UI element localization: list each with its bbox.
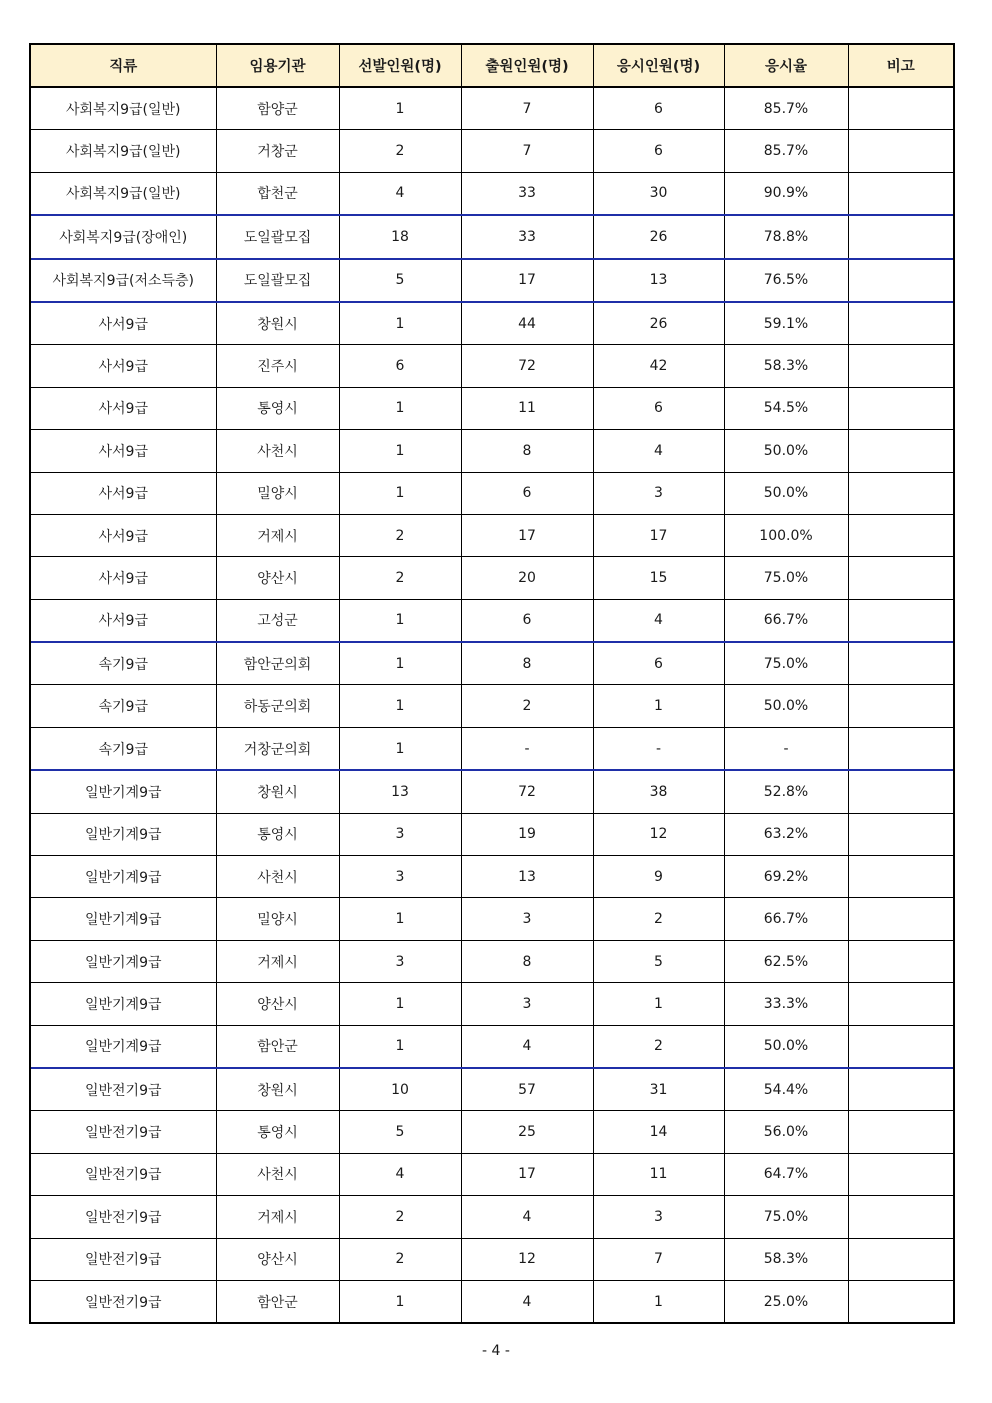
table-row	[30, 1111, 954, 1153]
cell-agency: 창원시	[216, 770, 339, 813]
cell-selected-count: 3	[339, 856, 461, 898]
cell-note	[848, 472, 954, 514]
cell-note	[848, 259, 954, 302]
cell-taken-count: 15	[593, 557, 724, 599]
cell-note	[848, 1111, 954, 1153]
table-row	[30, 345, 954, 387]
table-row	[30, 983, 954, 1025]
cell-selected-count: 13	[339, 770, 461, 813]
cell-agency: 통영시	[216, 387, 339, 429]
header-job-category: 직류	[30, 44, 216, 87]
cell-selected-count: 2	[339, 514, 461, 556]
cell-taken-count: 12	[593, 813, 724, 855]
cell-taken-count: 3	[593, 472, 724, 514]
cell-selected-count: 1	[339, 642, 461, 685]
cell-taken-count: 6	[593, 87, 724, 130]
table-row	[30, 172, 954, 215]
cell-applied-count: 6	[461, 472, 593, 514]
header-taken-count: 응시인원(명)	[593, 44, 724, 87]
cell-applied-count: 25	[461, 1111, 593, 1153]
cell-job-category: 사회복지9급(일반)	[30, 172, 216, 215]
cell-agency: 하동군의회	[216, 685, 339, 727]
cell-note	[848, 87, 954, 130]
cell-agency: 창원시	[216, 1068, 339, 1111]
cell-note	[848, 387, 954, 429]
table-row	[30, 1153, 954, 1195]
cell-job-category: 일반기계9급	[30, 898, 216, 940]
cell-agency: 도일괄모집	[216, 259, 339, 302]
cell-selected-count: 1	[339, 599, 461, 642]
cell-agency: 거제시	[216, 1196, 339, 1238]
cell-taken-count: 9	[593, 856, 724, 898]
cell-note	[848, 302, 954, 345]
cell-attendance-rate: 58.3%	[724, 345, 848, 387]
cell-agency: 양산시	[216, 1238, 339, 1280]
cell-attendance-rate: 59.1%	[724, 302, 848, 345]
cell-attendance-rate: 63.2%	[724, 813, 848, 855]
cell-taken-count: 26	[593, 302, 724, 345]
cell-note	[848, 727, 954, 770]
cell-attendance-rate: 50.0%	[724, 472, 848, 514]
cell-job-category: 사서9급	[30, 302, 216, 345]
table-row	[30, 813, 954, 855]
cell-job-category: 일반기계9급	[30, 983, 216, 1025]
cell-job-category: 사회복지9급(저소득층)	[30, 259, 216, 302]
cell-job-category: 속기9급	[30, 685, 216, 727]
cell-taken-count: 6	[593, 642, 724, 685]
cell-job-category: 속기9급	[30, 642, 216, 685]
cell-job-category: 사서9급	[30, 514, 216, 556]
cell-applied-count: 17	[461, 514, 593, 556]
cell-job-category: 일반기계9급	[30, 770, 216, 813]
cell-agency: 함안군의회	[216, 642, 339, 685]
cell-selected-count: 1	[339, 898, 461, 940]
cell-job-category: 일반기계9급	[30, 856, 216, 898]
cell-selected-count: 3	[339, 813, 461, 855]
cell-taken-count: 13	[593, 259, 724, 302]
table-row	[30, 259, 954, 302]
cell-note	[848, 685, 954, 727]
cell-taken-count: 2	[593, 898, 724, 940]
cell-applied-count: 20	[461, 557, 593, 599]
table-row	[30, 1238, 954, 1280]
table-row	[30, 387, 954, 429]
cell-applied-count: 4	[461, 1196, 593, 1238]
cell-selected-count: 1	[339, 1025, 461, 1068]
cell-selected-count: 2	[339, 130, 461, 172]
cell-taken-count: 38	[593, 770, 724, 813]
cell-taken-count: -	[593, 727, 724, 770]
cell-selected-count: 5	[339, 1111, 461, 1153]
cell-note	[848, 898, 954, 940]
table-row	[30, 685, 954, 727]
cell-attendance-rate: 64.7%	[724, 1153, 848, 1195]
cell-agency: 사천시	[216, 1153, 339, 1195]
cell-applied-count: 17	[461, 1153, 593, 1195]
cell-selected-count: 1	[339, 1280, 461, 1323]
cell-selected-count: 1	[339, 727, 461, 770]
cell-taken-count: 11	[593, 1153, 724, 1195]
cell-agency: 밀양시	[216, 898, 339, 940]
cell-attendance-rate: 50.0%	[724, 685, 848, 727]
cell-taken-count: 26	[593, 215, 724, 258]
table-row	[30, 856, 954, 898]
cell-job-category: 일반전기9급	[30, 1111, 216, 1153]
cell-applied-count: 72	[461, 345, 593, 387]
cell-agency: 함안군	[216, 1280, 339, 1323]
table-row	[30, 87, 954, 130]
cell-agency: 고성군	[216, 599, 339, 642]
cell-selected-count: 1	[339, 685, 461, 727]
table-row	[30, 599, 954, 642]
cell-selected-count: 1	[339, 472, 461, 514]
table-row	[30, 1280, 954, 1323]
cell-selected-count: 4	[339, 172, 461, 215]
cell-job-category: 일반전기9급	[30, 1196, 216, 1238]
cell-note	[848, 430, 954, 472]
cell-agency: 진주시	[216, 345, 339, 387]
cell-taken-count: 1	[593, 1280, 724, 1323]
cell-note	[848, 345, 954, 387]
recruitment-results-table	[29, 43, 955, 1324]
cell-applied-count: 7	[461, 130, 593, 172]
cell-job-category: 사서9급	[30, 430, 216, 472]
header-note: 비고	[848, 44, 954, 87]
cell-job-category: 사서9급	[30, 599, 216, 642]
cell-taken-count: 4	[593, 599, 724, 642]
cell-job-category: 일반전기9급	[30, 1068, 216, 1111]
cell-selected-count: 1	[339, 430, 461, 472]
cell-job-category: 일반기계9급	[30, 940, 216, 982]
cell-agency: 거제시	[216, 514, 339, 556]
cell-job-category: 속기9급	[30, 727, 216, 770]
cell-attendance-rate: 52.8%	[724, 770, 848, 813]
cell-taken-count: 5	[593, 940, 724, 982]
cell-agency: 밀양시	[216, 472, 339, 514]
cell-note	[848, 172, 954, 215]
table-row	[30, 430, 954, 472]
table-row	[30, 302, 954, 345]
cell-agency: 합천군	[216, 172, 339, 215]
cell-selected-count: 1	[339, 87, 461, 130]
table-row	[30, 898, 954, 940]
cell-applied-count: 13	[461, 856, 593, 898]
cell-selected-count: 18	[339, 215, 461, 258]
cell-note	[848, 215, 954, 258]
cell-job-category: 사회복지9급(일반)	[30, 130, 216, 172]
cell-taken-count: 3	[593, 1196, 724, 1238]
header-selected-count: 선발인원(명)	[339, 44, 461, 87]
cell-taken-count: 14	[593, 1111, 724, 1153]
cell-job-category: 사서9급	[30, 557, 216, 599]
cell-attendance-rate: 56.0%	[724, 1111, 848, 1153]
cell-selected-count: 1	[339, 387, 461, 429]
cell-attendance-rate: -	[724, 727, 848, 770]
cell-agency: 창원시	[216, 302, 339, 345]
table-row	[30, 770, 954, 813]
table-row	[30, 215, 954, 258]
cell-attendance-rate: 25.0%	[724, 1280, 848, 1323]
cell-attendance-rate: 76.5%	[724, 259, 848, 302]
cell-note	[848, 1238, 954, 1280]
cell-note	[848, 642, 954, 685]
cell-selected-count: 2	[339, 1196, 461, 1238]
cell-job-category: 사서9급	[30, 345, 216, 387]
table-row	[30, 727, 954, 770]
cell-applied-count: 3	[461, 983, 593, 1025]
cell-taken-count: 6	[593, 387, 724, 429]
cell-attendance-rate: 66.7%	[724, 898, 848, 940]
cell-attendance-rate: 54.4%	[724, 1068, 848, 1111]
cell-applied-count: 3	[461, 898, 593, 940]
cell-job-category: 사회복지9급(일반)	[30, 87, 216, 130]
table-row	[30, 1068, 954, 1111]
cell-agency: 사천시	[216, 430, 339, 472]
cell-note	[848, 983, 954, 1025]
cell-note	[848, 514, 954, 556]
cell-applied-count: 57	[461, 1068, 593, 1111]
cell-applied-count: 33	[461, 215, 593, 258]
table-row	[30, 130, 954, 172]
cell-selected-count: 2	[339, 557, 461, 599]
cell-selected-count: 3	[339, 940, 461, 982]
table-header-row	[30, 44, 954, 87]
cell-selected-count: 2	[339, 1238, 461, 1280]
cell-attendance-rate: 100.0%	[724, 514, 848, 556]
cell-taken-count: 30	[593, 172, 724, 215]
cell-selected-count: 5	[339, 259, 461, 302]
cell-note	[848, 599, 954, 642]
cell-note	[848, 130, 954, 172]
cell-note	[848, 1153, 954, 1195]
cell-agency: 도일괄모집	[216, 215, 339, 258]
cell-applied-count: 44	[461, 302, 593, 345]
table-row	[30, 472, 954, 514]
cell-note	[848, 557, 954, 599]
cell-attendance-rate: 50.0%	[724, 430, 848, 472]
cell-selected-count: 4	[339, 1153, 461, 1195]
cell-applied-count: 8	[461, 430, 593, 472]
header-applied-count: 출원인원(명)	[461, 44, 593, 87]
cell-taken-count: 4	[593, 430, 724, 472]
cell-agency: 양산시	[216, 557, 339, 599]
cell-agency: 거창군	[216, 130, 339, 172]
table-row	[30, 514, 954, 556]
cell-attendance-rate: 75.0%	[724, 1196, 848, 1238]
cell-applied-count: 2	[461, 685, 593, 727]
cell-attendance-rate: 90.9%	[724, 172, 848, 215]
cell-applied-count: 12	[461, 1238, 593, 1280]
cell-selected-count: 10	[339, 1068, 461, 1111]
cell-note	[848, 940, 954, 982]
table-body	[30, 87, 954, 1323]
cell-note	[848, 770, 954, 813]
cell-agency: 양산시	[216, 983, 339, 1025]
cell-attendance-rate: 85.7%	[724, 130, 848, 172]
cell-attendance-rate: 66.7%	[724, 599, 848, 642]
cell-applied-count: 6	[461, 599, 593, 642]
cell-applied-count: 4	[461, 1025, 593, 1068]
cell-attendance-rate: 75.0%	[724, 557, 848, 599]
cell-agency: 함안군	[216, 1025, 339, 1068]
cell-attendance-rate: 69.2%	[724, 856, 848, 898]
cell-taken-count: 1	[593, 685, 724, 727]
cell-applied-count: 17	[461, 259, 593, 302]
cell-selected-count: 1	[339, 983, 461, 1025]
cell-job-category: 일반전기9급	[30, 1238, 216, 1280]
table-row	[30, 557, 954, 599]
cell-job-category: 사서9급	[30, 472, 216, 514]
cell-attendance-rate: 58.3%	[724, 1238, 848, 1280]
cell-agency: 통영시	[216, 1111, 339, 1153]
cell-applied-count: 4	[461, 1280, 593, 1323]
table-row	[30, 642, 954, 685]
cell-applied-count: 19	[461, 813, 593, 855]
cell-agency: 거제시	[216, 940, 339, 982]
cell-applied-count: 11	[461, 387, 593, 429]
cell-selected-count: 6	[339, 345, 461, 387]
cell-taken-count: 1	[593, 983, 724, 1025]
cell-taken-count: 2	[593, 1025, 724, 1068]
cell-job-category: 일반기계9급	[30, 813, 216, 855]
cell-attendance-rate: 75.0%	[724, 642, 848, 685]
cell-job-category: 일반전기9급	[30, 1153, 216, 1195]
header-agency: 임용기관	[216, 44, 339, 87]
table-row	[30, 1025, 954, 1068]
cell-attendance-rate: 50.0%	[724, 1025, 848, 1068]
cell-attendance-rate: 62.5%	[724, 940, 848, 982]
cell-applied-count: 8	[461, 642, 593, 685]
cell-applied-count: 7	[461, 87, 593, 130]
cell-note	[848, 1025, 954, 1068]
cell-note	[848, 1068, 954, 1111]
cell-taken-count: 6	[593, 130, 724, 172]
cell-agency: 거창군의회	[216, 727, 339, 770]
cell-agency: 사천시	[216, 856, 339, 898]
cell-selected-count: 1	[339, 302, 461, 345]
cell-applied-count: 72	[461, 770, 593, 813]
cell-applied-count: 33	[461, 172, 593, 215]
cell-job-category: 일반기계9급	[30, 1025, 216, 1068]
cell-taken-count: 17	[593, 514, 724, 556]
cell-job-category: 사서9급	[30, 387, 216, 429]
table-row	[30, 1196, 954, 1238]
cell-job-category: 일반전기9급	[30, 1280, 216, 1323]
table-row	[30, 940, 954, 982]
cell-agency: 함양군	[216, 87, 339, 130]
cell-attendance-rate: 85.7%	[724, 87, 848, 130]
cell-note	[848, 1280, 954, 1323]
cell-taken-count: 42	[593, 345, 724, 387]
cell-note	[848, 813, 954, 855]
cell-note	[848, 1196, 954, 1238]
cell-applied-count: -	[461, 727, 593, 770]
cell-applied-count: 8	[461, 940, 593, 982]
cell-agency: 통영시	[216, 813, 339, 855]
cell-job-category: 사회복지9급(장애인)	[30, 215, 216, 258]
cell-note	[848, 856, 954, 898]
cell-taken-count: 7	[593, 1238, 724, 1280]
cell-attendance-rate: 78.8%	[724, 215, 848, 258]
cell-attendance-rate: 33.3%	[724, 983, 848, 1025]
page-number: - 4 -	[482, 1343, 510, 1359]
cell-attendance-rate: 54.5%	[724, 387, 848, 429]
header-attendance-rate: 응시율	[724, 44, 848, 87]
cell-taken-count: 31	[593, 1068, 724, 1111]
